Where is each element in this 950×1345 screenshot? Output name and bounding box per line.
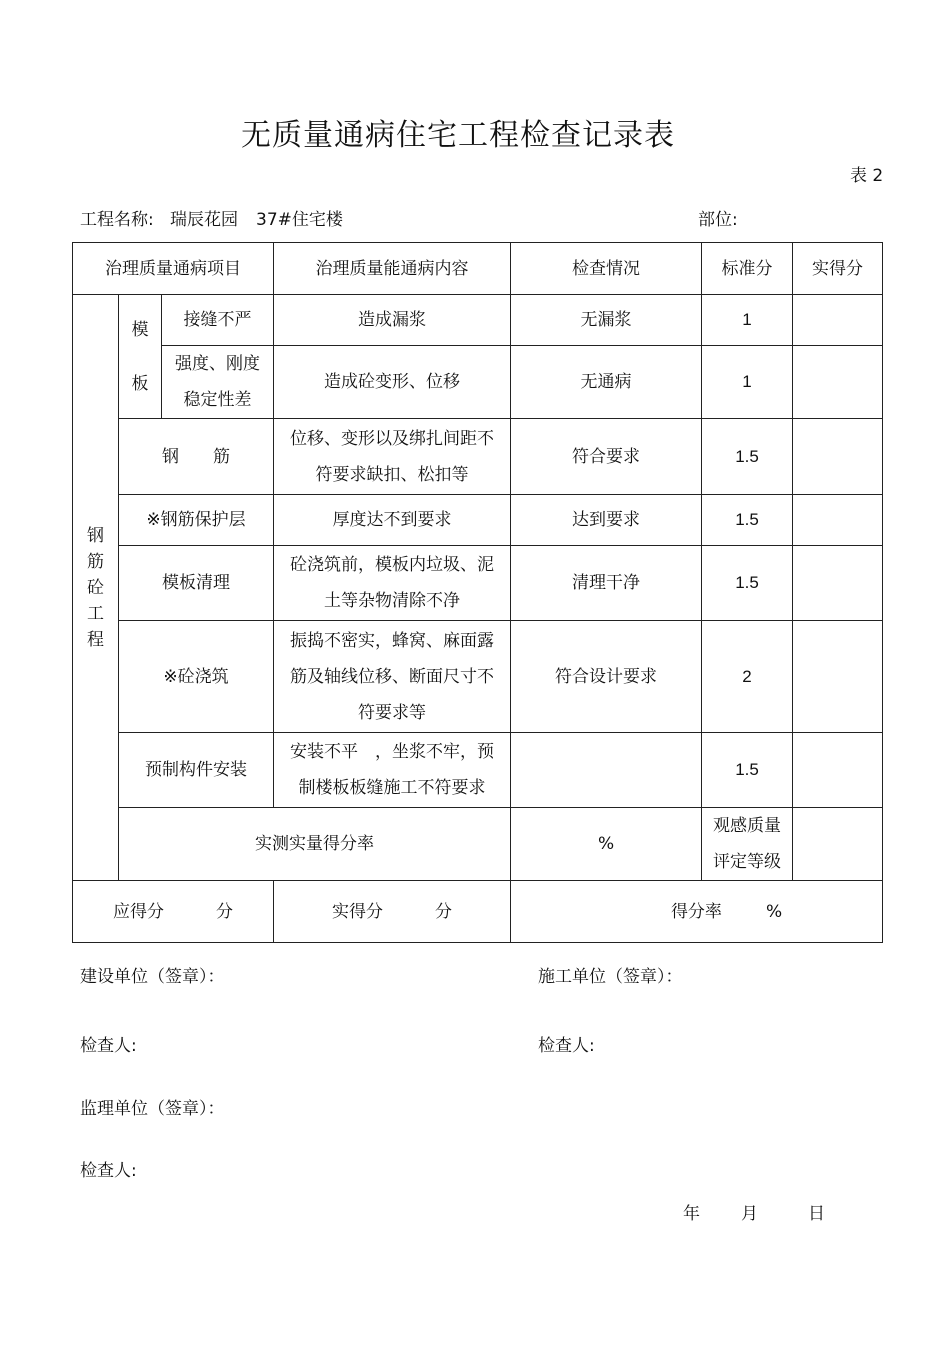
- row-actual[interactable]: [793, 295, 883, 346]
- builder-signature: 建设单位（签章）：: [80, 967, 225, 987]
- score-rate-cell[interactable]: 得分率 %: [511, 881, 883, 943]
- building-name: 37#住宅楼: [256, 210, 343, 230]
- row-content: 安装不平 ，坐浆不牢，预 制楼板板缝施工不符要求: [274, 733, 511, 808]
- header-item: 治理质量通病项目: [73, 243, 274, 295]
- row-item: ※砼浇筑: [119, 621, 274, 733]
- table-row: [73, 346, 883, 419]
- table-row: [73, 495, 883, 546]
- row-content: 造成砼变形、位移: [274, 346, 511, 419]
- row-content: 厚度达不到要求: [274, 495, 511, 546]
- table-number: 表 2: [850, 166, 884, 186]
- date-day: 日: [808, 1204, 825, 1224]
- location-label: 部位:: [698, 210, 738, 230]
- project-name: 瑞辰花园: [170, 210, 238, 230]
- formwork-cell: 模 板: [119, 295, 162, 419]
- row-item: 强度、刚度 稳定性差: [162, 346, 274, 419]
- row-standard: 1.5: [702, 419, 793, 495]
- inspector-supervisor: 检查人:: [80, 1161, 137, 1181]
- rate-label: 实测实量得分率: [119, 808, 511, 881]
- row-item: 模板清理: [119, 546, 274, 621]
- row-content: 振捣不密实，蜂窝、麻面露 筋及轴线位移、断面尺寸不 符要求等: [274, 621, 511, 733]
- header-inspection: 检查情况: [511, 243, 702, 295]
- row-standard: 2: [702, 621, 793, 733]
- row-content: 位移、变形以及绑扎间距不 符要求缺扣、松扣等: [274, 419, 511, 495]
- row-standard: 1.5: [702, 733, 793, 808]
- inspector-builder: 检查人:: [80, 1036, 137, 1056]
- row-actual[interactable]: [793, 495, 883, 546]
- rate-value[interactable]: %: [511, 808, 702, 881]
- date-month: 月: [741, 1204, 758, 1224]
- header-actual: 实得分: [793, 243, 883, 295]
- summary-row-scores: [73, 881, 883, 943]
- row-actual[interactable]: [793, 621, 883, 733]
- row-standard: 1.5: [702, 495, 793, 546]
- row-actual[interactable]: [793, 733, 883, 808]
- grade-value[interactable]: [793, 808, 883, 881]
- supervisor-signature: 监理单位（签章）：: [80, 1099, 225, 1119]
- summary-row-rate: [73, 808, 883, 881]
- due-score-cell[interactable]: 应得分 分: [73, 881, 274, 943]
- grade-label: 观感质量评定等级: [702, 808, 793, 881]
- row-content: 砼浇筑前，模板内垃圾、泥 土等杂物清除不净: [274, 546, 511, 621]
- table-row: [73, 419, 883, 495]
- row-actual[interactable]: [793, 419, 883, 495]
- row-inspection: 无漏浆: [511, 295, 702, 346]
- row-item: ※钢筋保护层: [119, 495, 274, 546]
- row-content: 造成漏浆: [274, 295, 511, 346]
- row-inspection: 清理干净: [511, 546, 702, 621]
- page-title: 无质量通病住宅工程检查记录表: [241, 118, 675, 153]
- row-actual[interactable]: [793, 546, 883, 621]
- row-standard: 1.5: [702, 546, 793, 621]
- row-standard: 1: [702, 346, 793, 419]
- row-inspection: [511, 733, 702, 808]
- table-row: [73, 546, 883, 621]
- row-item: 钢 筋: [119, 419, 274, 495]
- inspection-table: [72, 242, 883, 943]
- row-item: 接缝不严: [162, 295, 274, 346]
- date-year: 年: [683, 1204, 700, 1224]
- row-inspection: 符合设计要求: [511, 621, 702, 733]
- got-score-cell[interactable]: 实得分 分: [274, 881, 511, 943]
- inspector-contractor: 检查人:: [538, 1036, 595, 1056]
- row-inspection: 符合要求: [511, 419, 702, 495]
- category-cell: 钢 筋 砼 工 程: [73, 295, 119, 881]
- row-inspection: 无通病: [511, 346, 702, 419]
- row-standard: 1: [702, 295, 793, 346]
- header-content: 治理质量能通病内容: [274, 243, 511, 295]
- row-actual[interactable]: [793, 346, 883, 419]
- header-standard: 标准分: [702, 243, 793, 295]
- project-label: 工程名称:: [80, 210, 154, 230]
- contractor-signature: 施工单位（签章）：: [538, 967, 683, 987]
- row-inspection: 达到要求: [511, 495, 702, 546]
- table-row: [73, 621, 883, 733]
- header-row: [73, 243, 883, 295]
- table-row: [73, 295, 883, 346]
- table-row: [73, 733, 883, 808]
- row-item: 预制构件安装: [119, 733, 274, 808]
